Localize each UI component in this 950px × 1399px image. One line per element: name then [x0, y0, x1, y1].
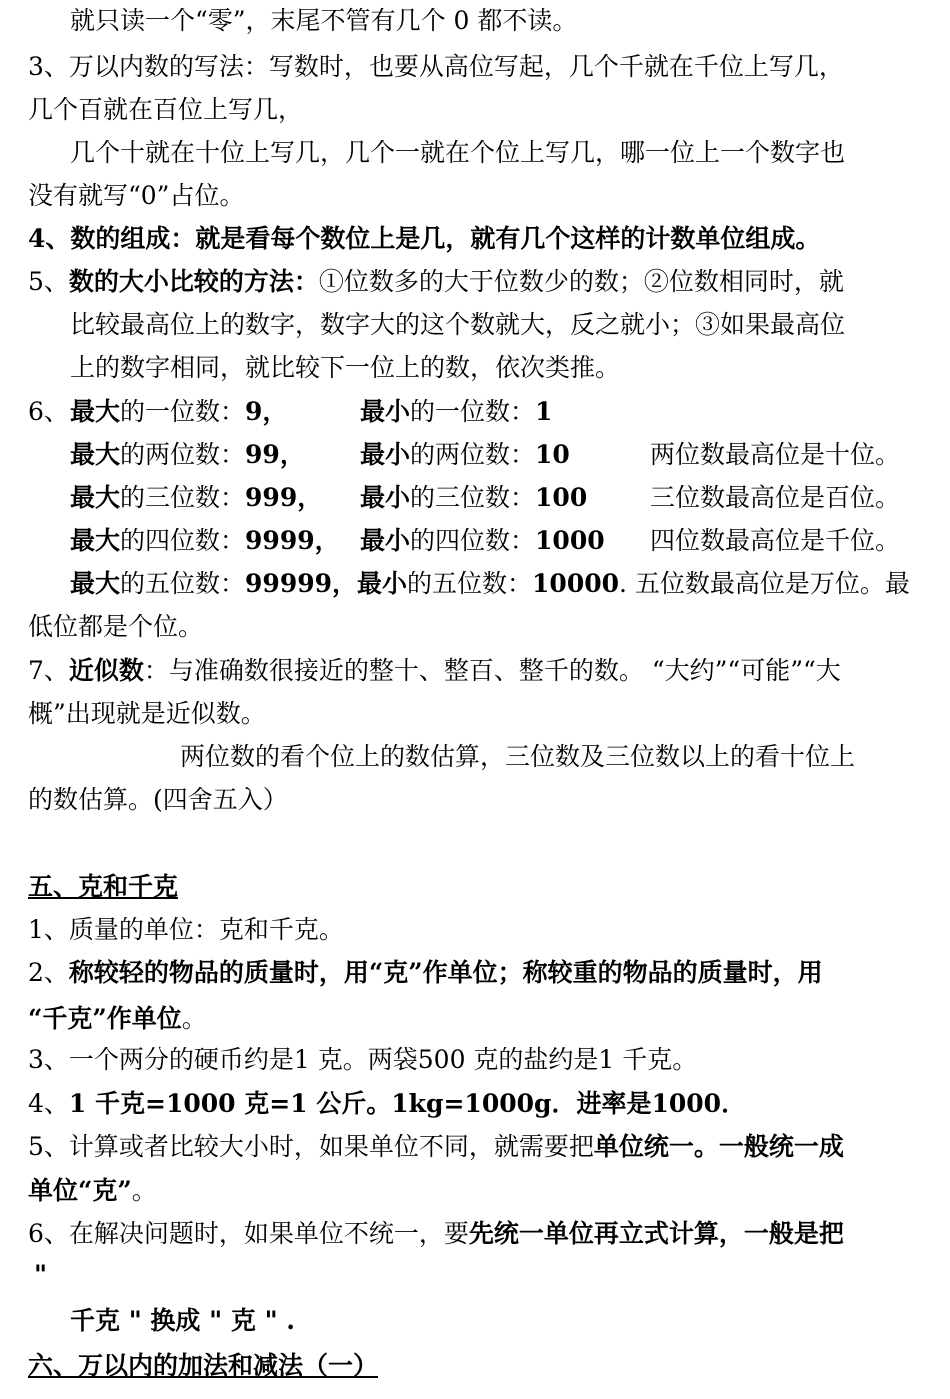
text-line: " — [34, 1260, 48, 1289]
text-line: 2、称较轻的物品的质量时，用“克”作单位；称较重的物品的质量时，用 — [28, 958, 823, 987]
text-line: 两位数的看个位上的数估算，三位数及三位数以上的看十位上 — [180, 742, 856, 771]
text-line: 几个十就在十位上写几，几个一就在个位上写几，哪一位上一个数字也 — [70, 138, 846, 167]
max-label: 最大的一位数：9， — [70, 397, 288, 426]
min-label: 最小的一位数：1 — [360, 397, 553, 426]
text-line — [28, 267, 844, 297]
text-line: 3、一个两分的硬币约是1 克。两袋500 克的盐约是1 千克。 — [28, 1045, 698, 1074]
max-label: 最大的四位数：9999， — [70, 526, 340, 555]
item-number: 5、 — [28, 267, 69, 296]
text-line: “千克”作单位。 — [28, 1004, 207, 1033]
text-line: 7、近似数：与准确数很接近的整十、整百、整千的数。 “大约”“可能”“大 — [28, 656, 841, 685]
text-line: 几个百就在百位上写几， — [28, 95, 304, 124]
text-line: 6、在解决问题时，如果单位不统一，要先统一单位再立式计算，一般是把 — [28, 1219, 844, 1248]
text-line: 上的数字相同，就比较下一位上的数，依次类推。 — [70, 353, 621, 382]
text-line: 单位“克”。 — [28, 1176, 157, 1205]
note: 四位数最高位是千位。 — [650, 526, 901, 555]
min-label: 最小的三位数：100 — [360, 483, 588, 512]
text-line: 比较最高位上的数字，数字大的这个数就大，反之就小；③如果最高位 — [70, 310, 846, 339]
text-line: 概”出现就是近似数。 — [28, 699, 266, 728]
text-line: 1、质量的单位：克和千克。 — [28, 915, 344, 944]
item-number: 6、 — [28, 397, 69, 426]
note: 三位数最高位是百位。 — [650, 483, 901, 512]
bold-phrase: 数的大小比较的方法： — [68, 267, 319, 296]
max-label: 最大的三位数：999， — [70, 483, 323, 512]
note: 两位数最高位是十位。 — [650, 440, 901, 469]
section-title: 六、万以内的加法和减法（一） — [28, 1351, 379, 1380]
text-line: 3、万以内数的写法：写数时，也要从高位写起，几个千就在千位上写几， — [28, 52, 844, 81]
plain-phrase: ①位数多的大于位数少的数；②位数相同时，就 — [318, 267, 844, 296]
text-line: 的数估算。(四舍五入） — [28, 785, 288, 814]
text-line: 千克 " 换成 " 克 " . — [70, 1306, 296, 1335]
section-title: 五、克和千克 — [28, 872, 179, 901]
bold-text-line: 4、数的组成：就是看每个数位上是几，就有几个这样的计数单位组成。 — [28, 224, 821, 253]
min-label: 最小的四位数：1000 — [360, 526, 605, 555]
min-label: 最小的两位数：10 — [360, 440, 570, 469]
text-line: 4、1 千克=1000 克=1 公斤。1kg=1000g．进率是1000． — [28, 1089, 747, 1118]
text-line: 低位都是个位。 — [28, 612, 204, 641]
text-line: 没有就写“0”占位。 — [28, 181, 245, 210]
text-line: 最大的五位数：99999，最小的五位数：10000. 五位数最高位是万位。最 — [70, 569, 910, 598]
text-line: 就只读一个“零”，末尾不管有几个 0 都不读。 — [70, 6, 578, 35]
max-label: 最大的两位数：99， — [70, 440, 305, 469]
text-line: 5、计算或者比较大小时，如果单位不同，就需要把单位统一。一般统一成 — [28, 1132, 844, 1161]
